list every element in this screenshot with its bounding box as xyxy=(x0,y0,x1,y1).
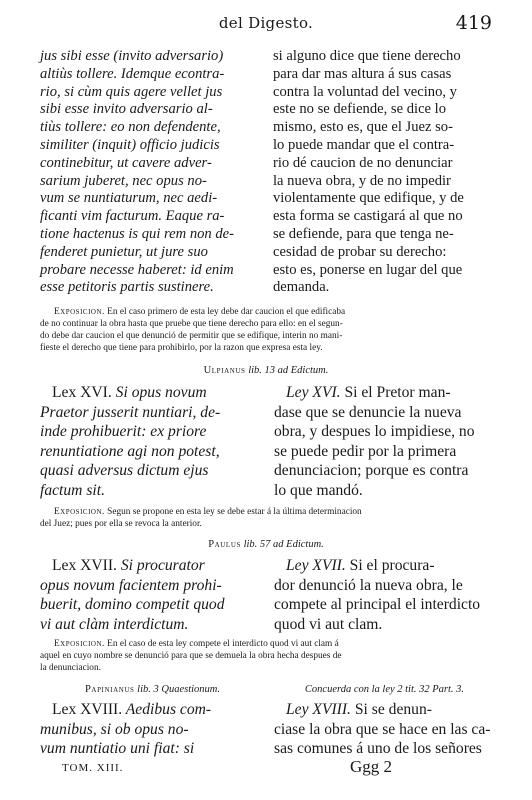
spanish-line: se defiende, para que tenga ne- xyxy=(273,225,454,242)
spanish-line: compete al principal el interdicto xyxy=(274,596,481,613)
volume-label: TOM. XIII. xyxy=(62,762,124,774)
law-number: Lex XVIII. xyxy=(52,701,123,718)
spanish-line: dor denunció la nueva obra, le xyxy=(274,576,463,594)
spanish-line: Si el Pretor man- xyxy=(340,384,451,401)
source-citation xyxy=(40,684,265,695)
latin-column-continuation xyxy=(40,48,270,297)
page-header xyxy=(0,14,532,38)
spanish-line: esto es, ponerse en lugar del que xyxy=(273,261,463,278)
latin-line: vum se nuntiaturum, nec aedi- xyxy=(40,190,218,207)
spanish-column-continuation xyxy=(273,48,495,297)
latin-line: vum nuntiatio uni fiat: si xyxy=(40,740,195,757)
spanish-line: para dar mas altura á sus casas xyxy=(273,65,452,82)
spanish-line: denunciacion; porque es contra xyxy=(274,462,469,479)
latin-line: similiter (inquit) officio judicis xyxy=(40,136,220,153)
latin-line: tiùs tollere: eo non defendente, xyxy=(40,119,221,136)
citation-reference: lib. 13 ad Edictum. xyxy=(248,365,329,376)
latin-column-lex-18 xyxy=(40,700,272,759)
latin-line: quasi adversus dictum ejus xyxy=(40,462,209,479)
commentary-line: de no continuar la obra hasta que pruebe que tiene derecho para ello: en el segun- xyxy=(40,319,343,329)
latin-line: altiùs tollere. Idemque econtra- xyxy=(40,65,225,82)
exposicion-label: Exposicion. xyxy=(54,639,105,649)
spanish-column-ley-16 xyxy=(274,383,496,500)
commentary-line: En el caso de esta ley compete el interdicto quod vi aut clam á xyxy=(107,639,339,649)
latin-line: fenderet punietur, ut jure suo xyxy=(40,243,208,260)
spanish-line: mismo, esto es, que el Juez so- xyxy=(273,119,453,136)
commentary-line: aquel en cuyo nombre se denunció para que se demuela la obra hecha despues de xyxy=(40,651,342,661)
latin-line: opus novum facientem prohi- xyxy=(40,576,222,594)
spanish-line: quod vi aut clam. xyxy=(274,615,383,633)
spanish-line: cesidad de probar su derecho: xyxy=(273,243,447,260)
latin-line: factum sit. xyxy=(40,481,105,499)
citation-reference: lib. 57 ad Edictum. xyxy=(243,539,324,550)
latin-line: continebitur, ut cavere adver- xyxy=(40,154,212,171)
latin-column-lex-17 xyxy=(40,556,272,634)
spanish-line: lo puede mandar que el contra- xyxy=(273,136,455,153)
commentary-line: del Juez; pues por ella se revoca la anterior. xyxy=(40,519,202,529)
spanish-line: se puede pedir por la primera xyxy=(274,442,457,460)
spanish-line: dase que se denuncie la nueva xyxy=(274,403,462,421)
spanish-line: lo que mandó. xyxy=(274,481,363,499)
spanish-line: si alguno dice que tiene derecho xyxy=(273,48,461,64)
signature-mark: Ggg 2 xyxy=(350,757,393,776)
latin-line: probare necesse haberet: id enim xyxy=(40,261,234,278)
spanish-line: contra la voluntad del vecino, y xyxy=(273,83,457,100)
latin-line: sarium juberet, nec opus no- xyxy=(40,172,207,189)
citation-author: Paulus xyxy=(208,539,241,550)
latin-line: buerit, domino competit quod xyxy=(40,596,225,613)
commentary-line: la denunciacion. xyxy=(40,663,101,673)
latin-line: Aedibus com- xyxy=(122,701,212,718)
spanish-line: la nueva obra, y de no impedir xyxy=(273,172,451,189)
spanish-line: violentamente que edifique, y de xyxy=(273,190,464,207)
law-number: Ley XVII. xyxy=(286,557,346,574)
page-number: 419 xyxy=(455,12,492,34)
commentary-line: do debe dar caucion el que denunció de permitir que se edifique, interin no mani- xyxy=(40,331,343,341)
latin-line: Praetor jusserit nuntiari, de- xyxy=(40,403,221,421)
citation-reference: lib. 3 Quaestionum. xyxy=(137,684,221,695)
spanish-line: Si se denun- xyxy=(350,701,432,718)
spanish-line: sas comunes á uno de los señores xyxy=(274,740,482,757)
latin-line: esse petitoris partis sustinere. xyxy=(40,279,214,296)
law-number: Lex XVII. xyxy=(52,557,117,574)
spanish-line: Si el procura- xyxy=(345,557,435,574)
commentary-line: fieste el derecho que tiene para prohibirlo, por la razon que expresa esta ley. xyxy=(40,343,323,353)
source-citation xyxy=(0,365,532,376)
law-number: Ley XVI. xyxy=(286,384,341,401)
law-number: Ley XVIII. xyxy=(286,701,351,718)
latin-line: sibi esse invito adversario al- xyxy=(40,101,213,118)
spanish-column-ley-18 xyxy=(274,700,496,759)
spanish-line: obra, y despues lo impidiese, no xyxy=(274,423,475,440)
spanish-line: este no se defiende, se dice lo xyxy=(273,101,447,118)
latin-line: ficanti vim facturum. Eaque ra- xyxy=(40,208,225,225)
exposicion-commentary xyxy=(40,306,492,354)
latin-line: inde prohibuerit: ex priore xyxy=(40,423,207,440)
commentary-line: Segun se propone en esta ley se debe estar á la última determinacion xyxy=(107,507,362,517)
citation-author: Ulpianus xyxy=(203,365,246,376)
latin-line: tione hactenus is qui rem non de- xyxy=(40,225,235,242)
spanish-column-ley-17 xyxy=(274,556,496,634)
latin-line: Si procurator xyxy=(116,557,205,574)
citation-author: Papinianus xyxy=(84,684,135,695)
latin-line: vi aut clàm interdictum. xyxy=(40,615,189,633)
exposicion-commentary xyxy=(40,506,492,530)
latin-column-lex-16 xyxy=(40,383,272,500)
source-citation xyxy=(0,539,532,550)
latin-line: jus sibi esse (invito adversario) xyxy=(40,48,224,64)
law-number: Lex XVI. xyxy=(52,384,112,401)
spanish-line: ciase la obra que se hace en las ca- xyxy=(274,720,491,738)
exposicion-label: Exposicion. xyxy=(54,307,105,317)
running-title: del Digesto. xyxy=(218,14,314,32)
commentary-line: En el caso primero de esta ley debe dar caucion el que edificaba xyxy=(107,307,346,317)
latin-line: renuntiatione agi non potest, xyxy=(40,442,220,460)
spanish-line: demanda. xyxy=(273,279,330,296)
spanish-line: esta forma se castigará al que no xyxy=(273,208,463,225)
concordance-note: Concuerda con la ley 2 tit. 32 Part. 3. xyxy=(304,684,465,695)
latin-line: rio, si cùm quis agere vellet jus xyxy=(40,83,223,100)
latin-line: Si opus novum xyxy=(111,384,207,401)
exposicion-commentary xyxy=(40,638,492,674)
exposicion-label: Exposicion. xyxy=(54,507,105,517)
spanish-line: rio dé caucion de no denunciar xyxy=(273,154,453,171)
latin-line: munibus, si ob opus no- xyxy=(40,720,189,738)
